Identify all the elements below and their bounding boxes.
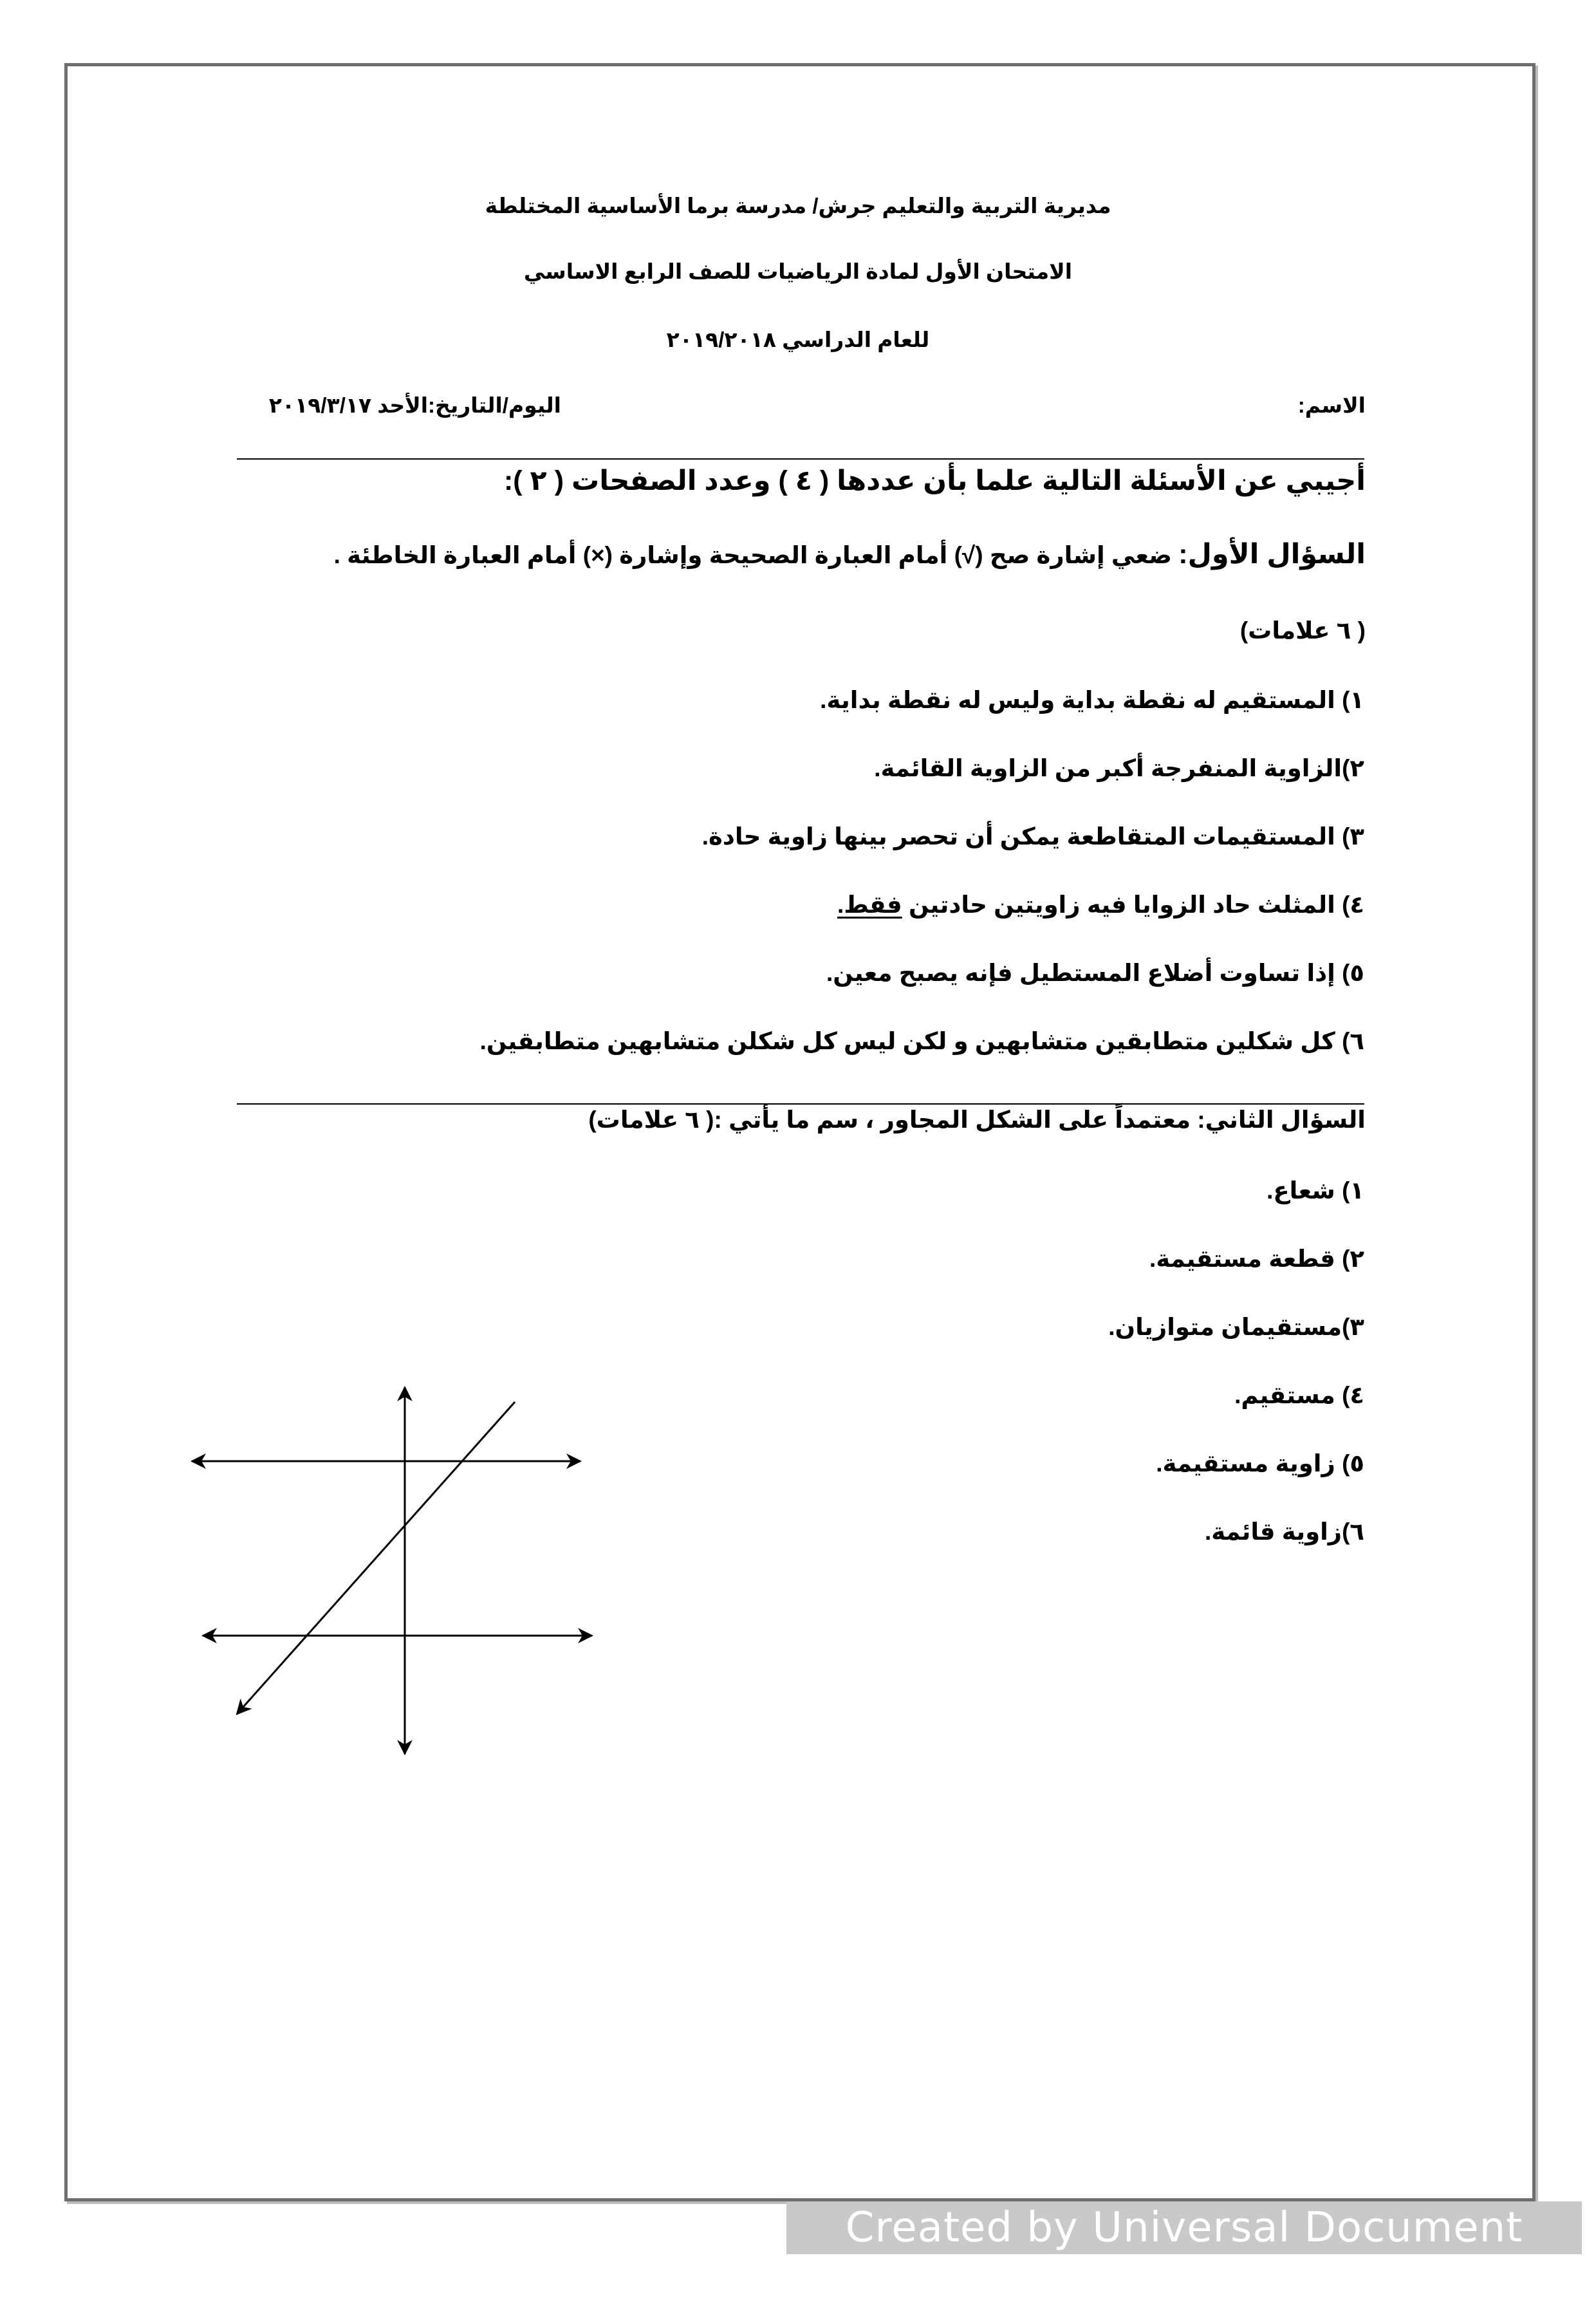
q1-item-4-text: ٤) المثلث حاد الزوايا فيه زاويتين حادتين: [909, 892, 1364, 918]
q1-title: السؤال الأول:: [1178, 539, 1366, 570]
q2-item-1: ١) شعاع.: [1267, 1177, 1364, 1204]
header-school-year: للعام الدراسي ٢٠١٩/٢٠١٨: [666, 328, 930, 351]
q2-item-6: ٦)زاوية قائمة.: [1204, 1518, 1364, 1545]
q1-heading: [334, 538, 1366, 570]
q1-item-5: ٥) إذا تساوت أضلاع المستطيل فإنه يصبح معين.: [826, 960, 1364, 986]
q2-item-4: ٤) مستقيم.: [1234, 1382, 1364, 1408]
q1-item-3: ٣) المستقيمات المتقاطعة يمكن أن تحصر بينها زاوية حادة.: [701, 823, 1364, 850]
watermark: Created by Universal Document Converter: [786, 2201, 1582, 2254]
q1-item-6: ٦) كل شكلين متطابقين متشابهين و لكن ليس كل شكلن متشابهين متطابقين.: [479, 1028, 1364, 1054]
q1-item-4-emphasis: فقط.: [837, 892, 902, 918]
divider-top: [237, 458, 1364, 460]
q1-marks: ( ٦ علامات): [1239, 617, 1366, 644]
q1-item-1: ١) المستقيم له نقطة بداية وليس له نقطة بداية.: [820, 687, 1364, 713]
header-directorate: مديرية التربية والتعليم جرش/ مدرسة برما الأساسية المختلطة: [485, 194, 1111, 218]
day-date: اليوم/التاريخ:الأحد ٢٠١٩/٣/١٧: [268, 393, 561, 417]
diagonal-ray: [237, 1402, 515, 1714]
q2-title: السؤال الثاني: معتمداً على الشكل المجاور ، سم ما يأتي :( ٦ علامات): [588, 1107, 1366, 1133]
name-label: الاسم:: [1297, 393, 1366, 417]
instructions: أجيبي عن الأسئلة التالية علما بأن عددها ( ٤ ) وعدد الصفحات ( ٢ ):: [503, 465, 1366, 496]
q1-item-2: ٢)الزاوية المنفرجة أكبر من الزاوية القائمة.: [874, 755, 1364, 781]
header-exam-title: الامتحان الأول لمادة الرياضيات للصف الرابع الاساسي: [523, 259, 1073, 283]
q2-item-3: ٣)مستقيمان متوازيان.: [1108, 1314, 1364, 1340]
q2-item-2: ٢) قطعة مستقيمة.: [1149, 1246, 1364, 1272]
q1-item-4: [837, 891, 1364, 919]
geometry-figure: [180, 1371, 605, 1757]
q2-item-5: ٥) زاوية مستقيمة.: [1156, 1450, 1364, 1477]
q1-prompt: ضعي إشارة صح (√) أمام العبارة الصحيحة وإشارة (×) أمام العبارة الخاطئة .: [333, 542, 1172, 568]
divider-middle: [237, 1103, 1364, 1105]
